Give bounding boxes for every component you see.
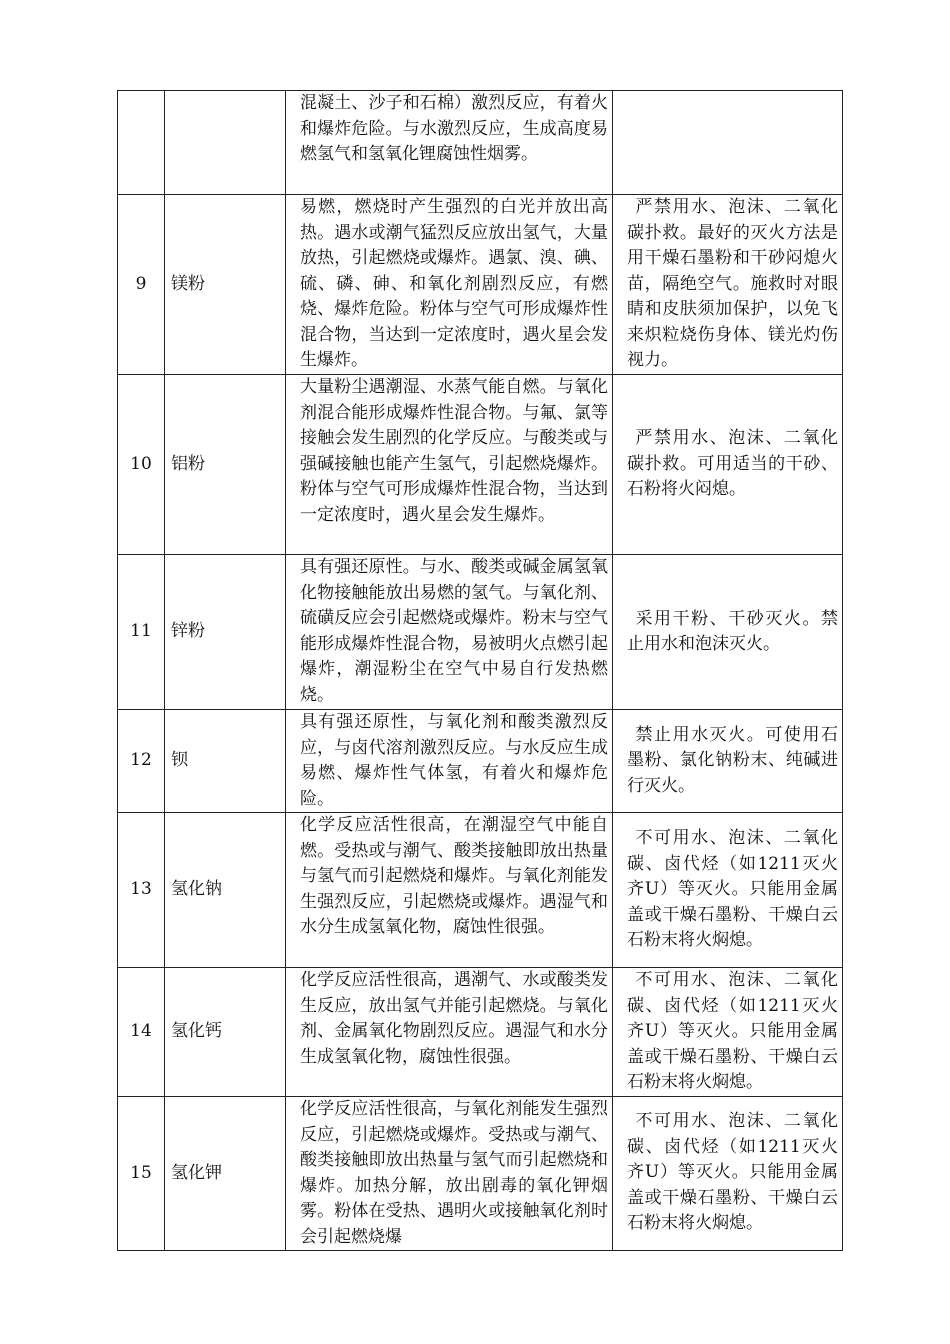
hazard-description: 具有强还原性。与水、酸类或碱金属氢氧化物接触能放出易燃的氢气。与氧化剂、硫磺反应会引起燃烧或爆炸。粉末与空气能形成爆炸性混合物，易被明火点燃引起爆炸，潮湿粉尘在空气中易自行发热燃烧。 (286, 555, 613, 710)
firefighting-method: 严禁用水、泡沫、二氧化碳扑救。最好的灭火方法是用干燥石墨粉和干砂闷熄火苗，隔绝空气。施救时对眼睛和皮肤须加保护，以免飞来炽粒烧伤身体、镁光灼伤视力。 (613, 195, 843, 375)
table-row (118, 195, 843, 375)
row-number (118, 91, 165, 195)
firefighting-method: 禁止用水灭火。可使用石墨粉、氯化钠粉末、纯碱进行灭火。 (613, 710, 843, 813)
table-row (118, 968, 843, 1097)
hazard-description: 易燃，燃烧时产生强烈的白光并放出高热。遇水或潮气猛烈反应放出氢气，大量放热，引起燃烧或爆炸。遇氯、溴、碘、硫、磷、砷、和氧化剂剧烈反应，有燃烧、爆炸危险。粉体与空气可形成爆炸性混合物，当达到一定浓度时，遇火星会发生爆炸。 (286, 195, 613, 375)
hazard-description: 大量粉尘遇潮湿、水蒸气能自燃。与氧化剂混合能形成爆炸性混合物。与氟、氯等接触会发生剧烈的化学反应。与酸类或与强碱接触也能产生氢气，引起燃烧爆炸。粉体与空气可形成爆炸性混合物，当达到一定浓度时，遇火星会发生爆炸。 (286, 375, 613, 555)
row-number: 14 (118, 968, 165, 1097)
chemical-name: 氢化钙 (165, 968, 286, 1097)
table-row (118, 91, 843, 195)
chemical-hazard-table (117, 90, 843, 1251)
firefighting-method (613, 91, 843, 195)
table-row (118, 555, 843, 710)
firefighting-method: 严禁用水、泡沫、二氧化碳扑救。可用适当的干砂、石粉将火闷熄。 (613, 375, 843, 555)
row-number: 11 (118, 555, 165, 710)
row-number: 15 (118, 1097, 165, 1251)
hazard-description: 具有强还原性，与氧化剂和酸类激烈反应，与卤代溶剂激烈反应。与水反应生成易燃、爆炸性气体氢，有着火和爆炸危险。 (286, 710, 613, 813)
row-number: 13 (118, 813, 165, 968)
chemical-name (165, 91, 286, 195)
chemical-name: 钡 (165, 710, 286, 813)
firefighting-method: 不可用水、泡沫、二氧化碳、卤代烃（如1211灭火齐U）等灭火。只能用金属盖或干燥石墨粉、干燥白云石粉末将火焖熄。 (613, 813, 843, 968)
row-number: 10 (118, 375, 165, 555)
firefighting-method: 不可用水、泡沫、二氧化碳、卤代烃（如1211灭火齐U）等灭火。只能用金属盖或干燥石墨粉、干燥白云石粉末将火焖熄。 (613, 1097, 843, 1251)
row-number: 9 (118, 195, 165, 375)
table-row (118, 375, 843, 555)
hazard-description: 化学反应活性很高，在潮湿空气中能自燃。受热或与潮气、酸类接触即放出热量与氢气而引起燃烧和爆炸。与氧化剂能发生强烈反应，引起燃烧或爆炸。遇湿气和水分生成氢氧化物，腐蚀性很强。 (286, 813, 613, 968)
firefighting-method: 不可用水、泡沫、二氧化碳、卤代烃（如1211灭火齐U）等灭火。只能用金属盖或干燥石墨粉、干燥白云石粉末将火焖熄。 (613, 968, 843, 1097)
table-row (118, 813, 843, 968)
hazard-description: 混凝土、沙子和石棉）激烈反应，有着火和爆炸危险。与水激烈反应，生成高度易燃氢气和氢氧化锂腐蚀性烟雾。 (286, 91, 613, 195)
chemical-name: 氢化钾 (165, 1097, 286, 1251)
chemical-name: 铝粉 (165, 375, 286, 555)
table-row (118, 710, 843, 813)
table-row (118, 1097, 843, 1251)
chemical-name: 氢化钠 (165, 813, 286, 968)
hazard-description: 化学反应活性很高，与氧化剂能发生强烈反应，引起燃烧或爆炸。受热或与潮气、酸类接触即放出热量与氢气而引起燃烧和爆炸。加热分解，放出剧毒的氧化钾烟雾。粉体在受热、遇明火或接触氧化剂时会引起燃烧爆 (286, 1097, 613, 1251)
hazard-description: 化学反应活性很高，遇潮气、水或酸类发生反应，放出氢气并能引起燃烧。与氧化剂、金属氧化物剧烈反应。遇湿气和水分生成氢氧化物，腐蚀性很强。 (286, 968, 613, 1097)
chemical-name: 镁粉 (165, 195, 286, 375)
firefighting-method: 采用干粉、干砂灭火。禁止用水和泡沫灭火。 (613, 555, 843, 710)
chemical-name: 锌粉 (165, 555, 286, 710)
row-number: 12 (118, 710, 165, 813)
hazard-table-container (117, 90, 842, 1251)
